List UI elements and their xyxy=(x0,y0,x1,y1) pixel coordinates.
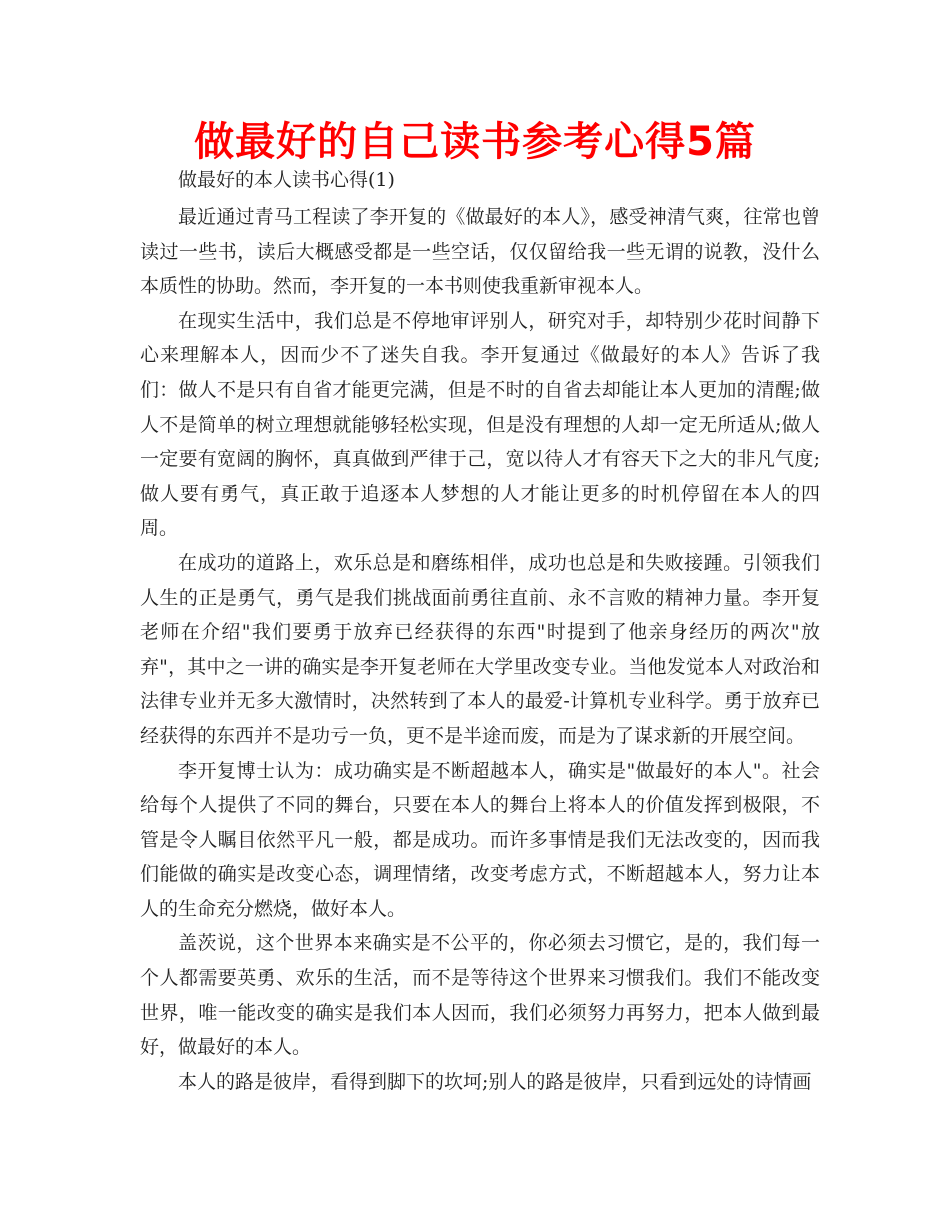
paragraph-3: 在成功的道路上，欢乐总是和磨练相伴，成功也总是和失败接踵。引领我们人生的正是勇气，勇气是我们挑战面前勇往直前、永不言败的精神力量。李开复老师在介绍"我们要勇于放弃已经获得的东西"时提到了他亲身经历的两次"放弃"，其中之一讲的确实是李开复老师在大学里改变专业。当他发觉本人对政治和法律专业并无多大激情时，决然转到了本人的最爱-计算机专业科学。勇于放弃已经获得的东西并不是功亏一负，更不是半途而废，而是为了谋求新的开展空间。 xyxy=(140,551,820,747)
paragraph-6: 本人的路是彼岸，看得到脚下的坎坷;别人的路是彼岸，只看到远处的诗情画 xyxy=(178,1070,812,1093)
paragraph-4: 李开复博士认为：成功确实是不断超越本人，确实是"做最好的本人"。社会给每个人提供了不同的舞台，只要在本人的舞台上将本人的价值发挥到极限，不管是令人瞩目依然平凡一般，都是成功。而许多事情是我们无法改变的，因而我们能做的确实是改变心态，调理情绪，改变考虑方式，不断超越本人，努力让本人的生命充分燃烧，做好本人。 xyxy=(140,759,820,920)
paragraph-2: 在现实生活中，我们总是不停地审评别人，研究对手，却特别少花时间静下心来理解本人，因而少不了迷失自我。李开复通过《做最好的本人》告诉了我们：做人不是只有自省才能更完满，但是不时的自省去却能让本人更加的清醒;做人不是简单的树立理想就能够轻松实现，但是没有理想的人却一定无所适从;做人一定要有宽阔的胸怀，真真做到严律于己，宽以待人才有容天下之大的非凡气度;做人要有勇气，真正敢于追逐本人梦想的人才能让更多的时机停留在本人的四周。 xyxy=(140,309,820,540)
document-body xyxy=(140,200,820,1099)
paragraph-5: 盖茨说，这个世界本来确实是不公平的，你必须去习惯它，是的，我们每一个人都需要英勇、欢乐的生活，而不是等待这个世界来习惯我们。我们不能改变世界，唯一能改变的确实是我们本人因而，我们必须努力再努力，把本人做到最好，做最好的本人。 xyxy=(140,932,820,1059)
document-title: 做最好的自己读书参考心得5篇 xyxy=(194,119,756,165)
document-subtitle: 做最好的本人读书心得(1) xyxy=(178,169,395,191)
paragraph-1: 最近通过青马工程读了李开复的《做最好的本人》，感受神清气爽，往常也曾读过一些书，读后大概感受都是一些空话，仅仅留给我一些无谓的说教，没什么本质性的协助。然而，李开复的一本书则使我重新审视本人。 xyxy=(140,206,820,298)
